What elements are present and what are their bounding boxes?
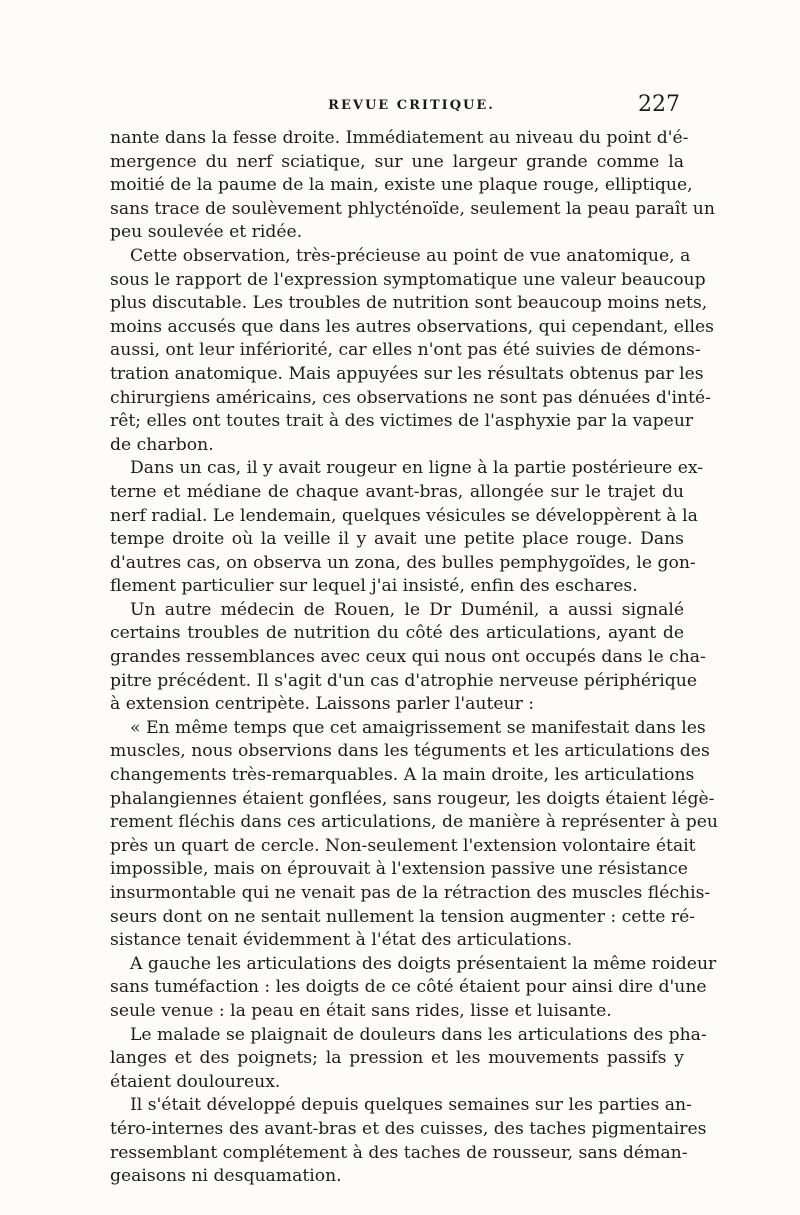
text-line: Dans un cas, il y avait rougeur en ligne à la partie postérieure ex-	[130, 458, 704, 479]
text-line: sistance tenait évidemment à l'état des articulations.	[110, 930, 573, 951]
page-header	[113, 92, 680, 118]
text-line: ressemblant complétement à des taches de rousseur, sans déman-	[110, 1142, 688, 1163]
text-line: sans trace de soulèvement phlycténoïde, seulement la peau paraît un	[110, 198, 715, 219]
text-line: tration anatomique. Mais appuyées sur les résultats obtenus par les	[110, 363, 704, 384]
text-line: langes et des poignets; la pression et les mouvements passifs y	[110, 1048, 684, 1069]
text-line: téro-internes des avant-bras et des cuisses, des taches pigmentaires	[110, 1118, 707, 1139]
text-line: flement particulier sur lequel j'ai insisté, enfin des eschares.	[110, 576, 638, 597]
text-line: sous le rapport de l'expression symptomatique une valeur beaucoup	[110, 269, 706, 290]
text-line: certains troubles de nutrition du côté des articulations, ayant de	[110, 623, 684, 644]
text-line: à extension centripète. Laissons parler l'auteur :	[110, 694, 535, 715]
text-line: tempe droite où la veille il y avait une petite place rouge. Dans	[110, 529, 684, 550]
text-line: de charbon.	[110, 434, 214, 455]
text-line: grandes ressemblances avec ceux qui nous ont occupés dans le cha-	[110, 647, 706, 668]
text-line: changements très-remarquables. A la main droite, les articulations	[110, 765, 695, 786]
text-line: phalangiennes étaient gonflées, sans rougeur, les doigts étaient légè-	[110, 788, 715, 809]
text-line: chirurgiens américains, ces observations ne sont pas dénuées d'inté-	[110, 387, 712, 408]
body-text	[110, 127, 718, 1189]
text-line: rêt; elles ont toutes trait à des victimes de l'asphyxie par la vapeur	[110, 411, 694, 432]
text-line: étaient douloureux.	[110, 1071, 281, 1092]
text-line: peu soulevée et ridée.	[110, 222, 303, 243]
text-line: sans tuméfaction : les doigts de ce côté étaient pour ainsi dire d'une	[110, 977, 707, 998]
text-line: aussi, ont leur infériorité, car elles n'ont pas été suivies de démons-	[110, 340, 701, 361]
text-line: d'autres cas, on observa un zona, des bulles pemphygoïdes, le gon-	[110, 552, 696, 573]
text-line: Un autre médecin de Rouen, le Dr Duménil, a aussi signalé	[130, 599, 684, 620]
text-line: muscles, nous observions dans les téguments et les articulations des	[110, 741, 710, 762]
text-line: seurs dont on ne sentait nullement la tension augmenter : cette ré-	[110, 906, 696, 927]
text-line: mergence du nerf sciatique, sur une largeur grande comme la	[110, 151, 684, 172]
text-line: moitié de la paume de la main, existe une plaque rouge, elliptique,	[110, 175, 693, 196]
text-line: geaisons ni desquamation.	[110, 1166, 342, 1187]
text-line: impossible, mais on éprouvait à l'extension passive une résistance	[110, 859, 688, 880]
text-line: plus discutable. Les troubles de nutrition sont beaucoup moins nets,	[110, 293, 708, 314]
text-line: Cette observation, très-précieuse au point de vue anatomique, a	[130, 245, 691, 266]
text-line: seule venue : la peau en était sans rides, lisse et luisante.	[110, 1000, 612, 1021]
text-line: nante dans la fesse droite. Immédiatement au niveau du point d'é-	[110, 128, 689, 148]
text-line: nerf radial. Le lendemain, quelques vésicules se développèrent à la	[110, 505, 698, 526]
text-line: pitre précédent. Il s'agit d'un cas d'atrophie nerveuse périphérique	[110, 670, 698, 691]
text-line: moins accusés que dans les autres observations, qui cependant, elles	[110, 316, 714, 337]
text-line: terne et médiane de chaque avant-bras, allongée sur le trajet du	[110, 481, 684, 502]
text-line: A gauche les articulations des doigts présentaient la même roideur	[130, 953, 717, 974]
text-line: près un quart de cercle. Non-seulement l'extension volontaire était	[110, 835, 696, 856]
running-title: REVUE CRITIQUE.	[328, 98, 495, 113]
text-line: Le malade se plaignait de douleurs dans les articulations des pha-	[130, 1024, 707, 1045]
text-line: Il s'était développé depuis quelques semaines sur les parties an-	[130, 1095, 692, 1116]
text-line: insurmontable qui ne venait pas de la rétraction des muscles fléchis-	[110, 883, 711, 903]
text-line: « En même temps que cet amaigrissement se manifestait dans les	[130, 717, 706, 738]
text-line: rement fléchis dans ces articulations, de manière à représenter à peu	[110, 812, 718, 833]
page-number: 227	[638, 92, 680, 117]
